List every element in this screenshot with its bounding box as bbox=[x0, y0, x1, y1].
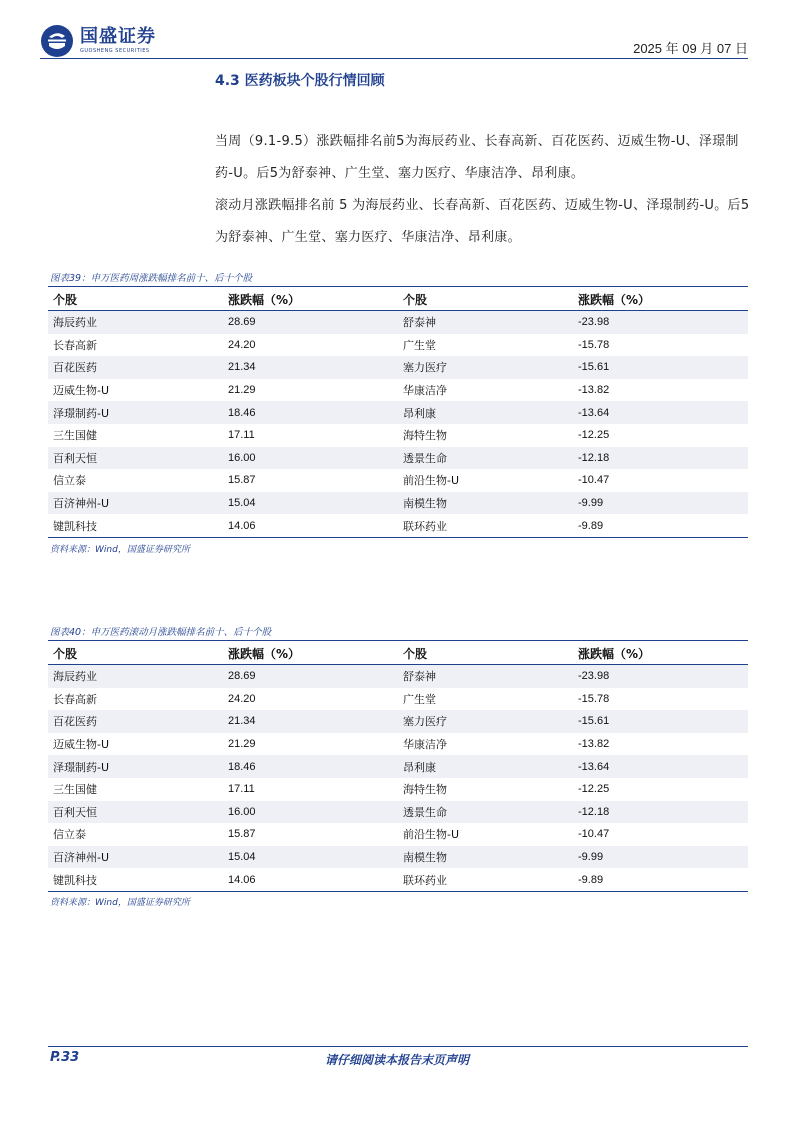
change-pct-cell: -12.25 bbox=[578, 783, 610, 796]
change-pct-cell: 24.20 bbox=[228, 338, 256, 351]
table-row bbox=[48, 334, 748, 357]
change-pct-cell: -10.47 bbox=[578, 828, 610, 841]
stock-name-cell: 海特生物 bbox=[403, 783, 447, 797]
stock-name-cell: 三生国健 bbox=[53, 783, 97, 797]
change-pct-cell: 21.34 bbox=[223, 356, 398, 379]
weekly-ranking-table bbox=[48, 288, 748, 538]
table-row bbox=[48, 688, 748, 711]
change-pct-cell: -23.98 bbox=[573, 311, 748, 334]
stock-name-cell: 长春高新 bbox=[53, 338, 97, 352]
stock-name-cell: 海辰药业 bbox=[48, 311, 223, 334]
table-row bbox=[48, 401, 748, 424]
stock-name-cell: 广生堂 bbox=[403, 692, 436, 706]
change-pct-cell: -15.61 bbox=[573, 356, 748, 379]
change-pct-cell: -10.47 bbox=[578, 474, 610, 487]
stock-name-cell: 联环药业 bbox=[398, 868, 573, 891]
footer-divider bbox=[48, 1046, 748, 1047]
stock-name-cell: 百利天恒 bbox=[48, 801, 223, 824]
stock-name-cell: 广生堂 bbox=[403, 338, 436, 352]
logo-mark-icon bbox=[40, 24, 74, 58]
change-pct-cell: 24.20 bbox=[228, 692, 256, 705]
report-date: 2025 年 09 月 07 日 bbox=[633, 41, 748, 56]
figure-40-top-rule bbox=[48, 640, 748, 641]
stock-name-cell: 华康洁净 bbox=[403, 384, 447, 398]
stock-name-cell: 迈威生物-U bbox=[53, 384, 110, 398]
page-number: P.33 bbox=[50, 1050, 80, 1065]
table-row bbox=[48, 492, 748, 515]
stock-name-cell: 前沿生物-U bbox=[403, 828, 460, 842]
paragraph-monthly: 滚动月涨跌幅排名前 5 为海辰药业、长春高新、百花医药、迈威生物-U、泽璟制药-U。后5为舒泰神、广生堂、塞力医疗、华康洁净、昂利康。 bbox=[215, 198, 750, 245]
header-divider bbox=[40, 58, 748, 59]
change-pct-cell: 15.87 bbox=[228, 474, 256, 487]
table-row bbox=[48, 447, 748, 470]
change-pct-cell: -12.18 bbox=[573, 801, 748, 824]
change-pct-cell: 18.46 bbox=[223, 755, 398, 778]
change-pct-cell: -15.61 bbox=[573, 710, 748, 733]
change-pct-cell: -13.82 bbox=[578, 738, 610, 751]
table-row bbox=[48, 755, 748, 778]
change-pct-cell: -15.78 bbox=[578, 692, 610, 705]
column-header-change: 涨跌幅（%） bbox=[573, 642, 748, 665]
stock-name-cell: 海特生物 bbox=[403, 429, 447, 443]
stock-name-cell: 百花医药 bbox=[48, 356, 223, 379]
stock-name-cell: 百济神州-U bbox=[48, 846, 223, 869]
column-header-stock: 个股 bbox=[48, 288, 223, 311]
stock-name-cell: 泽璟制药-U bbox=[48, 755, 223, 778]
logo-subtitle: GUOSHENG SECURITIES bbox=[80, 48, 150, 54]
column-header-stock: 个股 bbox=[398, 288, 573, 311]
figure-40-title: 图表40：申万医药滚动月涨跌幅排名前十、后十个股 bbox=[50, 627, 272, 638]
table-row bbox=[48, 801, 748, 824]
change-pct-cell: -15.78 bbox=[578, 338, 610, 351]
change-pct-cell: -13.82 bbox=[578, 384, 610, 397]
figure-39-source: 资料来源：Wind，国盛证券研究所 bbox=[50, 545, 190, 555]
logo-name: 国盛证券 bbox=[80, 26, 156, 47]
stock-name-cell: 塞力医疗 bbox=[398, 710, 573, 733]
footer-disclaimer: 请仔细阅读本报告末页声明 bbox=[324, 1053, 469, 1067]
table-row bbox=[48, 311, 748, 334]
stock-name-cell: 信立泰 bbox=[53, 828, 86, 842]
table-row bbox=[48, 823, 748, 846]
stock-name-cell: 昂利康 bbox=[398, 755, 573, 778]
stock-name-cell: 键凯科技 bbox=[48, 868, 223, 891]
stock-name-cell: 迈威生物-U bbox=[53, 738, 110, 752]
table-row bbox=[48, 469, 748, 492]
stock-name-cell: 海辰药业 bbox=[48, 665, 223, 688]
change-pct-cell: -12.18 bbox=[573, 447, 748, 470]
paragraph-weekly: 当周（9.1-9.5）涨跌幅排名前5为海辰药业、长春高新、百花医药、迈威生物-U、泽璟制药-U。后5为舒泰神、广生堂、塞力医疗、华康洁净、昂利康。 bbox=[215, 134, 739, 181]
change-pct-cell: -23.98 bbox=[573, 665, 748, 688]
change-pct-cell: 21.34 bbox=[223, 710, 398, 733]
stock-name-cell: 三生国健 bbox=[53, 429, 97, 443]
stock-name-cell: 泽璟制药-U bbox=[48, 401, 223, 424]
column-header-stock: 个股 bbox=[398, 642, 573, 665]
stock-name-cell: 塞力医疗 bbox=[398, 356, 573, 379]
stock-name-cell: 前沿生物-U bbox=[403, 474, 460, 488]
change-pct-cell: 15.04 bbox=[223, 846, 398, 869]
change-pct-cell: -12.25 bbox=[578, 429, 610, 442]
stock-name-cell: 键凯科技 bbox=[48, 514, 223, 537]
change-pct-cell: 14.06 bbox=[223, 868, 398, 891]
column-header-change: 涨跌幅（%） bbox=[223, 288, 398, 311]
stock-name-cell: 昂利康 bbox=[398, 401, 573, 424]
change-pct-cell: 18.46 bbox=[223, 401, 398, 424]
section-title: 4.3 医药板块个股行情回顾 bbox=[215, 73, 385, 89]
stock-name-cell: 百济神州-U bbox=[48, 492, 223, 515]
table-row bbox=[48, 665, 748, 688]
stock-name-cell: 透景生命 bbox=[398, 801, 573, 824]
monthly-ranking-table bbox=[48, 642, 748, 892]
table-header-row bbox=[48, 288, 748, 311]
column-header-change: 涨跌幅（%） bbox=[223, 642, 398, 665]
change-pct-cell: 14.06 bbox=[223, 514, 398, 537]
table-row bbox=[48, 733, 748, 756]
change-pct-cell: -9.99 bbox=[573, 492, 748, 515]
stock-name-cell: 信立泰 bbox=[53, 474, 86, 488]
change-pct-cell: -9.89 bbox=[573, 868, 748, 891]
company-logo bbox=[40, 22, 170, 60]
change-pct-cell: 16.00 bbox=[223, 447, 398, 470]
table-row bbox=[48, 356, 748, 379]
stock-name-cell: 联环药业 bbox=[398, 514, 573, 537]
column-header-stock: 个股 bbox=[48, 642, 223, 665]
stock-name-cell: 舒泰神 bbox=[398, 665, 573, 688]
change-pct-cell: 21.29 bbox=[228, 738, 256, 751]
table-row bbox=[48, 868, 748, 891]
column-header-change: 涨跌幅（%） bbox=[573, 288, 748, 311]
change-pct-cell: 15.87 bbox=[228, 828, 256, 841]
change-pct-cell: 28.69 bbox=[223, 665, 398, 688]
table-row bbox=[48, 846, 748, 869]
change-pct-cell: -9.89 bbox=[573, 514, 748, 537]
stock-name-cell: 百利天恒 bbox=[48, 447, 223, 470]
change-pct-cell: 17.11 bbox=[228, 429, 255, 442]
figure-39-title: 图表39：申万医药周涨跌幅排名前十、后十个股 bbox=[50, 273, 253, 284]
stock-name-cell: 百花医药 bbox=[48, 710, 223, 733]
table-header-row bbox=[48, 642, 748, 665]
change-pct-cell: 17.11 bbox=[228, 783, 255, 796]
change-pct-cell: 21.29 bbox=[228, 384, 256, 397]
stock-name-cell: 南模生物 bbox=[398, 846, 573, 869]
table-row bbox=[48, 514, 748, 537]
stock-name-cell: 舒泰神 bbox=[398, 311, 573, 334]
stock-name-cell: 南模生物 bbox=[398, 492, 573, 515]
change-pct-cell: 15.04 bbox=[223, 492, 398, 515]
change-pct-cell: -13.64 bbox=[573, 401, 748, 424]
stock-name-cell: 透景生命 bbox=[398, 447, 573, 470]
change-pct-cell: -13.64 bbox=[573, 755, 748, 778]
table-row bbox=[48, 379, 748, 402]
change-pct-cell: -9.99 bbox=[573, 846, 748, 869]
table-row bbox=[48, 778, 748, 801]
figure-39-top-rule bbox=[48, 286, 748, 287]
stock-name-cell: 华康洁净 bbox=[403, 738, 447, 752]
stock-name-cell: 长春高新 bbox=[53, 692, 97, 706]
table-row bbox=[48, 424, 748, 447]
table-row bbox=[48, 710, 748, 733]
change-pct-cell: 16.00 bbox=[223, 801, 398, 824]
figure-40-source: 资料来源：Wind，国盛证券研究所 bbox=[50, 898, 190, 908]
change-pct-cell: 28.69 bbox=[223, 311, 398, 334]
